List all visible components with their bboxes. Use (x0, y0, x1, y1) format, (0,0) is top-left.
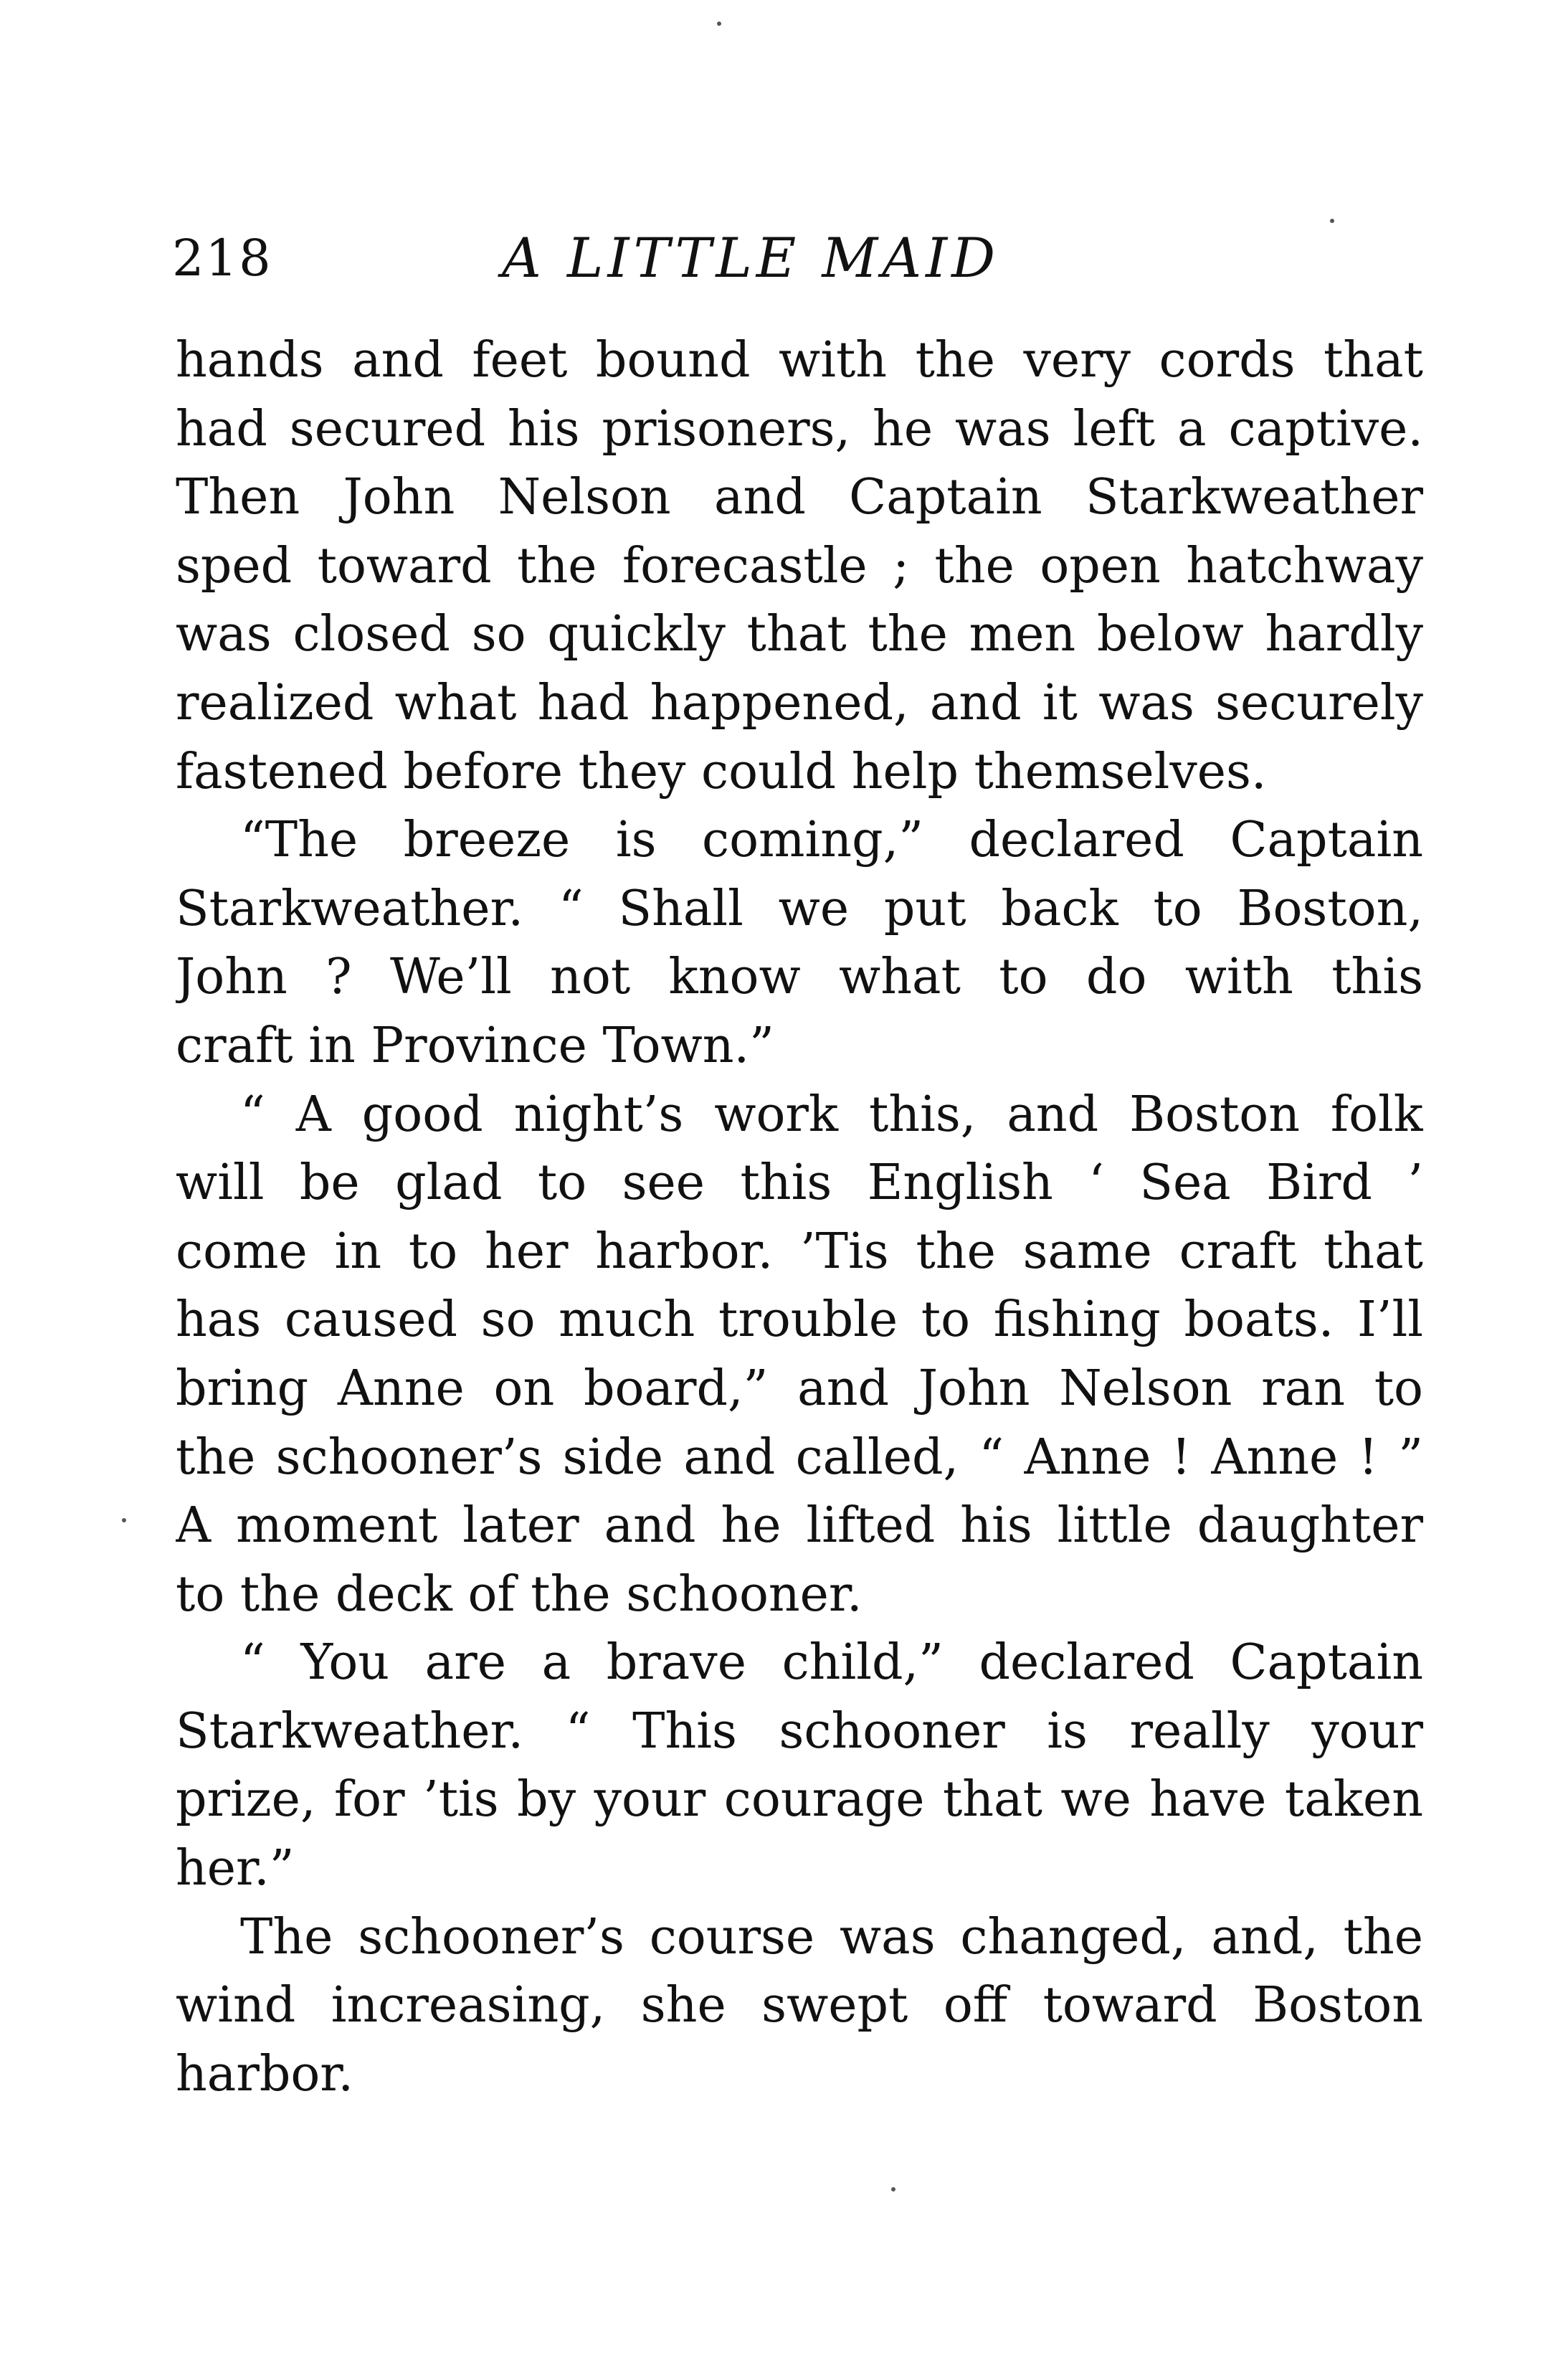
page-number: 218 (172, 229, 272, 288)
text-line: fastened before they could help themselves. (176, 743, 1267, 800)
print-speck (891, 2187, 895, 2191)
text-line: Starkweather. “ This schooner is really your (176, 1702, 1423, 1760)
page-header (172, 215, 1420, 301)
text-line: A moment later and he lifted his little daughter (176, 1497, 1423, 1555)
paragraph-first-line: “ A good night’s work this, and Boston folk (240, 1086, 1423, 1143)
print-speck (122, 1518, 126, 1522)
paragraph-first-line: The schooner’s course was changed, and, the (240, 1908, 1423, 1966)
text-line: sped toward the forecastle ; the open hatchway (176, 537, 1423, 594)
running-title: A LITTLE MAID (502, 226, 1000, 290)
text-line: the schooner’s side and called, “ Anne ! Anne ! ” (176, 1428, 1423, 1486)
text-line: her.” (176, 1840, 295, 1897)
print-speck (717, 22, 721, 26)
text-line: had secured his prisoners, he was left a captive. (176, 400, 1423, 458)
text-line: bring Anne on board,” and John Nelson ran to (176, 1360, 1423, 1417)
text-line: wind increasing, she swept off toward Boston (176, 1977, 1423, 2034)
text-line: was closed so quickly that the men below hardly (176, 606, 1423, 663)
text-line: realized what had happened, and it was securely (176, 674, 1423, 731)
text-line: prize, for ’tis by your courage that we have taken (176, 1771, 1423, 1829)
text-line: come in to her harbor. ’Tis the same craft that (176, 1223, 1423, 1280)
paragraph-first-line: “The breeze is coming,” declared Captain (240, 812, 1423, 869)
paragraph-first-line: “ You are a brave child,” declared Captain (240, 1634, 1423, 1692)
text-line: will be glad to see this English ‘ Sea Bird ’ (176, 1155, 1423, 1212)
text-line: craft in Province Town.” (176, 1017, 774, 1074)
text-line: to the deck of the schooner. (176, 1565, 863, 1623)
text-line: harbor. (176, 2045, 353, 2103)
text-line: Starkweather. “ Shall we put back to Boston, (176, 880, 1423, 937)
text-line: John ? We’ll not know what to do with this (176, 949, 1423, 1006)
print-speck (1330, 219, 1334, 223)
text-line: Then John Nelson and Captain Starkweather (176, 469, 1423, 526)
body-text (176, 326, 1423, 2108)
text-line: hands and feet bound with the very cords that (176, 332, 1423, 389)
text-line: has caused so much trouble to fishing boats. I’ll (176, 1291, 1423, 1349)
